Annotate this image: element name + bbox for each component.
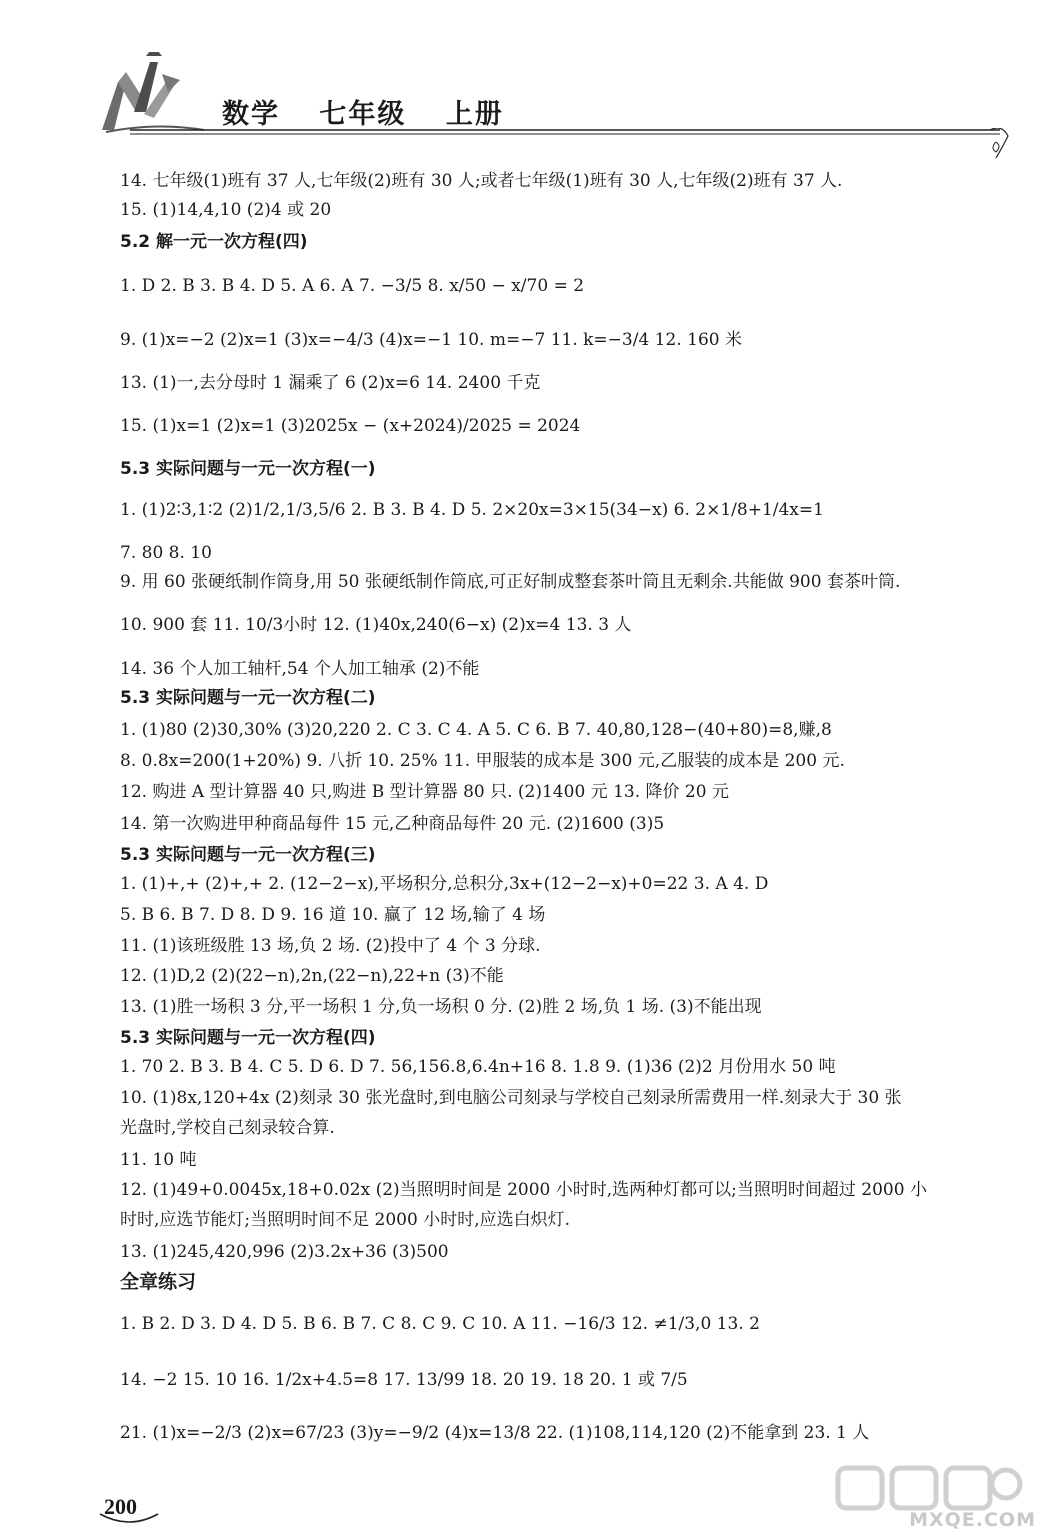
section-heading: 5.2 解一元一次方程(四)	[120, 232, 308, 252]
answer-line: 10. (1)8x,120+4x (2)刻录 30 张光盘时,到电脑公司刻录与学校自己刻录所需费用一样.刻录大于 30 张	[120, 1088, 902, 1108]
answer-line: 1. (1)+,+ (2)+,+ 2. (12−2−x),平场积分,总积分,3x+(12−2−x)+0=22 3. A 4. D	[120, 874, 769, 894]
answer-line: 13. (1)245,420,996 (2)3.2x+36 (3)500	[120, 1242, 449, 1262]
answer-line: 15. (1)14,4,10 (2)4 或 20	[120, 200, 332, 220]
answer-line: 9. 用 60 张硬纸制作筒身,用 50 张硬纸制作筒底,可正好制成整套茶叶筒且无剩余.共能做 900 套茶叶筒.	[120, 572, 901, 592]
page-number: 200	[104, 1494, 137, 1519]
answer-line: 1. D 2. B 3. B 4. D 5. A 6. A 7. −3/5 8. x/50 − x/70 = 2	[120, 276, 585, 296]
answer-line: 21. (1)x=−2/3 (2)x=67/23 (3)y=−9/2 (4)x=13/8 22. (1)108,114,120 (2)不能拿到 23. 1 人	[120, 1423, 870, 1443]
answer-line: 11. (1)该班级胜 13 场,负 2 场. (2)投中了 4 个 3 分球.	[120, 936, 541, 956]
answer-line: 14. 36 个人加工轴杆,54 个人加工轴承 (2)不能	[120, 659, 480, 679]
answer-line: 13. (1)胜一场积 3 分,平一场积 1 分,负一场积 0 分. (2)胜 2 场,负 1 场. (3)不能出现	[120, 997, 762, 1017]
section-heading: 5.3 实际问题与一元一次方程(四)	[120, 1028, 376, 1048]
answer-line: 1. (1)2∶3,1∶2 (2)1/2,1/3,5/6 2. B 3. B 4. D 5. 2×20x=3×15(34−x) 6. 2×1/8+1/4x=1	[120, 500, 824, 520]
answer-line: 光盘时,学校自己刻录较合算.	[120, 1118, 335, 1138]
answer-line: 8. 0.8x=200(1+20%) 9. 八折 10. 25% 11. 甲服装的成本是 300 元,乙服装的成本是 200 元.	[120, 751, 845, 771]
header-logo-icon	[96, 52, 206, 137]
answer-line: 14. 第一次购进甲种商品每件 15 元,乙种商品每件 20 元. (2)1600 (3)5	[120, 814, 665, 834]
answer-line: 1. 70 2. B 3. B 4. C 5. D 6. D 7. 56,156.8,6.4n+16 8. 1.8 9. (1)36 (2)2 月份用水 50 吨	[120, 1057, 836, 1077]
header-title	[222, 92, 532, 131]
section-heading: 5.3 实际问题与一元一次方程(三)	[120, 845, 376, 865]
watermark-text: MXQE.COM	[909, 1509, 1036, 1531]
answer-line: 1. (1)80 (2)30,30% (3)20,220 2. C 3. C 4. A 5. C 6. B 7. 40,80,128−(40+80)=8,赚,8	[120, 720, 832, 740]
answer-line: 12. (1)D,2 (2)(22−n),2n,(22−n),22+n (3)不能	[120, 966, 504, 986]
header-grade: 七年级	[319, 99, 407, 130]
section-heading: 5.3 实际问题与一元一次方程(二)	[120, 688, 376, 708]
answer-line: 7. 80 8. 10	[120, 543, 212, 563]
answer-line: 10. 900 套 11. 10/3小时 12. (1)40x,240(6−x) (2)x=4 13. 3 人	[120, 615, 632, 635]
section-heading: 全章练习	[120, 1271, 197, 1293]
answer-line: 5. B 6. B 7. D 8. D 9. 16 道 10. 赢了 12 场,输了 4 场	[120, 905, 546, 925]
section-heading: 5.3 实际问题与一元一次方程(一)	[120, 459, 376, 479]
answer-line: 1. B 2. D 3. D 4. D 5. B 6. B 7. C 8. C 9. C 10. A 11. −16/3 12. ≠1/3,0 13. 2	[120, 1314, 760, 1334]
answer-line: 11. 10 吨	[120, 1150, 197, 1170]
answer-line: 13. (1)一,去分母时 1 漏乘了 6 (2)x=6 14. 2400 千克	[120, 373, 541, 393]
answer-line: 时时,应选节能灯;当照明时间不足 2000 小时时,应选白炽灯.	[120, 1210, 571, 1230]
answer-line: 14. 七年级(1)班有 37 人,七年级(2)班有 30 人;或者七年级(1)班有 30 人,七年级(2)班有 37 人.	[120, 171, 843, 191]
answer-line: 14. −2 15. 10 16. 1/2x+4.5=8 17. 13/99 18. 20 19. 18 20. 1 或 7/5	[120, 1370, 688, 1390]
page-number-arc-icon	[98, 1508, 160, 1528]
answer-line: 12. (1)49+0.0045x,18+0.02x (2)当照明时间是 2000 小时时,选两种灯都可以;当照明时间超过 2000 小	[120, 1180, 927, 1200]
answer-line: 15. (1)x=1 (2)x=1 (3)2025x − (x+2024)/2025 = 2024	[120, 416, 581, 436]
header-volume: 上册	[445, 99, 504, 130]
answer-line: 12. 购进 A 型计算器 40 只,购进 B 型计算器 80 只. (2)1400 元 13. 降价 20 元	[120, 782, 729, 802]
answer-line: 9. (1)x=−2 (2)x=1 (3)x=−4/3 (4)x=−1 10. m=−7 11. k=−3/4 12. 160 米	[120, 330, 742, 350]
header-subject: 数学	[222, 99, 280, 130]
header-rule	[130, 128, 1010, 162]
